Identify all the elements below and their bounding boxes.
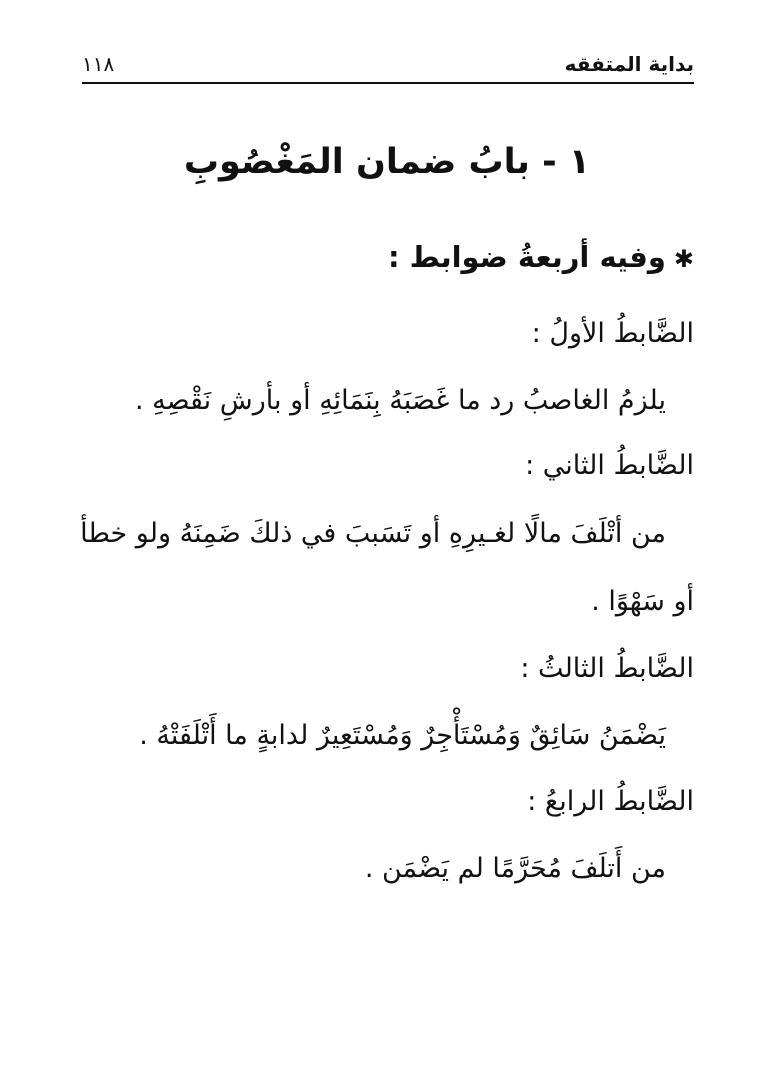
- book-title: بداية المتفقه: [564, 52, 694, 76]
- star-bullet-icon: ✱: [673, 245, 694, 273]
- rule-2-text-line-1: من أتْلَفَ مالًا لغـيرِهِ أو تَسَببَ في ذلكَ ضَمِنَهُ ولو خطأ: [80, 518, 666, 549]
- chapter-title: ١ - بابُ ضمان المَغْصُوبِ: [183, 142, 591, 182]
- rule-3-heading: الضَّابطُ الثالثُ :: [520, 653, 694, 684]
- rule-2-text-line-2: أو سَهْوًا .: [591, 586, 694, 617]
- intro-text: وفيه أربعةُ ضوابط :: [387, 240, 666, 274]
- rule-4-text: من أَتلَفَ مُحَرَّمًا لم يَضْمَن .: [364, 853, 666, 884]
- rule-2-heading: الضَّابطُ الثاني :: [525, 450, 694, 481]
- rule-4-heading: الضَّابطُ الرابعُ :: [527, 786, 694, 817]
- rule-1-text: يلزمُ الغاصبُ رد ما غَصَبَهُ بِنَمَائِهِ أو بأرشِ نَقْصِهِ .: [134, 385, 666, 416]
- section-intro: [388, 240, 694, 274]
- page-number: ١١٨: [82, 52, 115, 76]
- running-header: [82, 46, 694, 84]
- rule-1-heading: الضَّابطُ الأولُ :: [531, 318, 694, 349]
- rule-3-text: يَضْمَنُ سَائِقٌ وَمُسْتَأْجِرٌ وَمُسْتَعِيرٌ لدابةٍ ما أَتْلَفَتْهُ .: [139, 720, 666, 751]
